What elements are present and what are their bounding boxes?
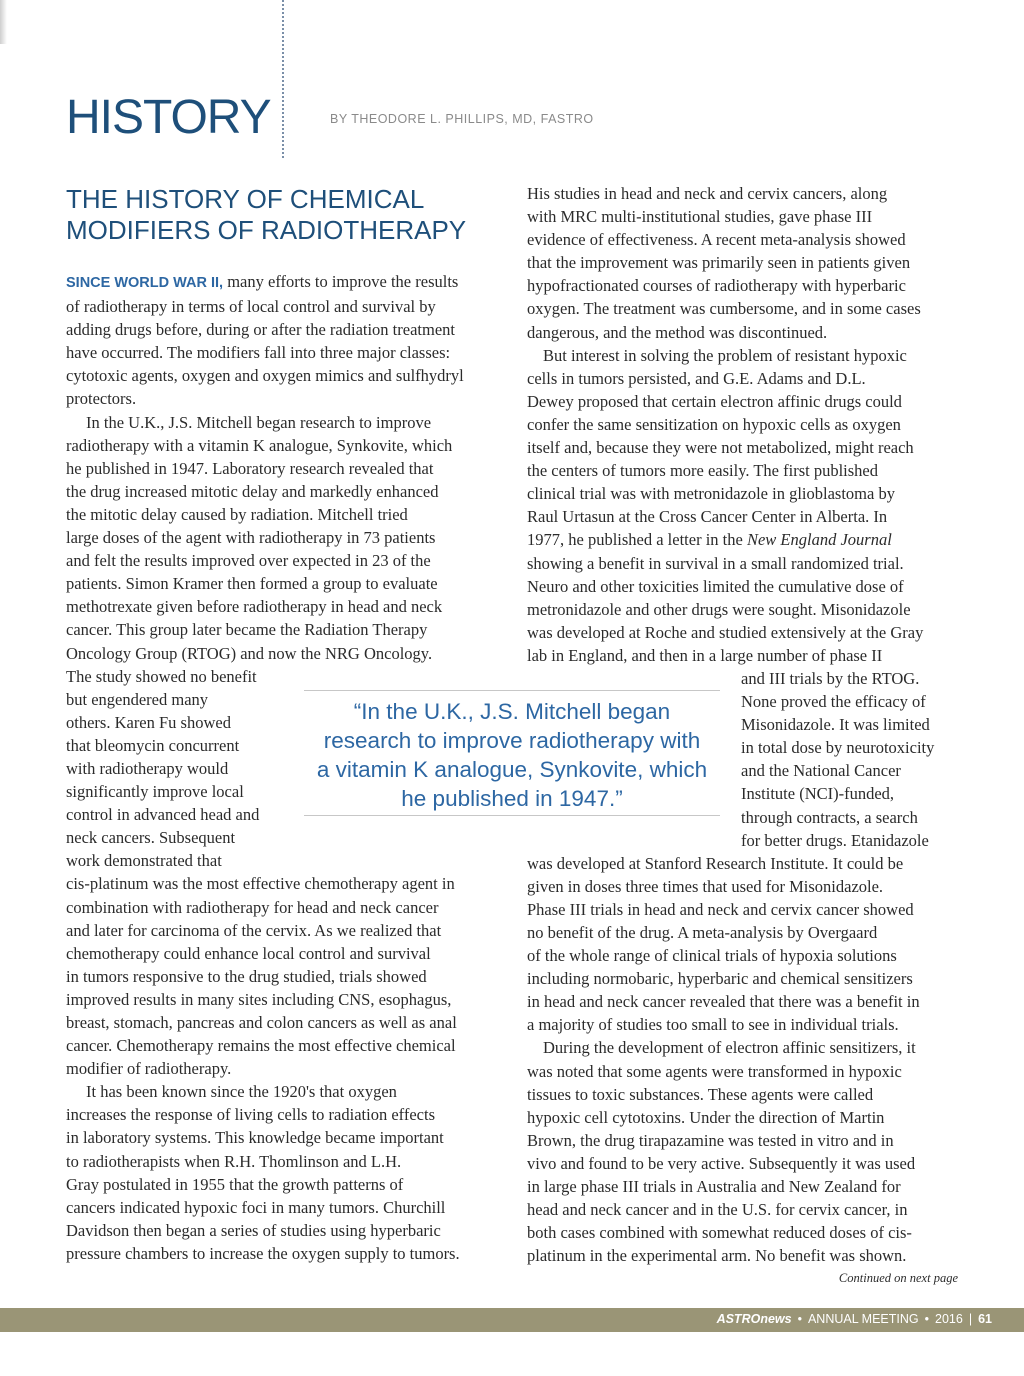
- footer-bullet: •: [924, 1312, 930, 1326]
- text-line: pressure chambers to increase the oxygen supply to tumors.: [66, 1243, 460, 1263]
- text-line: cancer. Chemotherapy remains the most effective chemical: [66, 1036, 456, 1056]
- footer-band: [0, 1308, 1024, 1332]
- text-line: In the U.K., J.S. Mitchell began research to improve: [86, 412, 432, 432]
- text-line: breast, stomach, pancreas and colon cancers as well as anal: [66, 1013, 457, 1032]
- pull-quote-line: a vitamin K analogue, Synkovite, which: [316, 757, 708, 782]
- text-line: Dewey proposed that certain electron affinic drugs could: [527, 391, 902, 411]
- text-line: His studies in head and neck and cervix cancers, along: [527, 184, 888, 203]
- text-line: the drug increased mitotic delay and markedly enhanced: [66, 481, 439, 501]
- text-line: and felt the results improved over expected in 23 of the: [66, 551, 431, 571]
- text-line: with radiotherapy would: [66, 758, 229, 778]
- text-line: of the whole range of clinical trials of hypoxia solutions: [527, 946, 897, 966]
- text-line: in total dose by neurotoxicity: [741, 738, 935, 758]
- text-line: increases the response of living cells to radiation effects: [66, 1105, 435, 1125]
- text-line: was developed at Roche and studied extensively at the Gray: [527, 622, 924, 642]
- text-line: given in doses three times that used for Misonidazole.: [527, 876, 884, 896]
- lead-in: SINCE WORLD WAR II,: [66, 275, 224, 291]
- continued-note: Continued on next page: [838, 1271, 958, 1285]
- page-number: 61: [978, 1312, 992, 1326]
- text-line: with MRC multi-institutional studies, gave phase III: [527, 207, 873, 227]
- article-title: [66, 184, 506, 246]
- section-title: HISTORY: [66, 91, 271, 144]
- text-line: vivo and found to be very active. Subsequently it was used: [527, 1153, 916, 1173]
- text-line: During the development of electron affinic sensitizers, it: [543, 1038, 916, 1058]
- text-line: in head and neck cancer revealed that there was a benefit in: [527, 992, 920, 1012]
- page-edge-shadow: [0, 0, 7, 44]
- paragraph: [527, 182, 959, 344]
- text-line: head and neck cancer and in the U.S. for cervix cancer, in: [527, 1200, 908, 1220]
- text-line: of radiotherapy in terms of local control and survival by: [66, 297, 436, 317]
- text-line: have occurred. The modifiers fall into three major classes:: [66, 343, 451, 363]
- text-line: Neuro and other toxicities limited the cumulative dose of: [527, 576, 904, 596]
- text-line: that the improvement was primarily seen in patients given: [527, 253, 911, 273]
- text-line: including normobaric, hyperbaric and chemical sensitizers: [527, 969, 913, 989]
- text-line: Institute (NCI)-funded,: [741, 784, 895, 804]
- text-line: confer the same sensitization on hypoxic cells as oxygen: [527, 414, 901, 434]
- paragraph: [66, 1080, 498, 1265]
- text-line: Misonidazole. It was limited: [741, 715, 930, 735]
- text-line: no benefit of the drug. A meta-analysis by Overgaard: [527, 923, 878, 942]
- text-line: and the National Cancer: [741, 761, 901, 781]
- text-line: The study showed no benefit: [66, 666, 257, 686]
- pull-quote-line: “In the U.K., J.S. Mitchell began: [353, 699, 671, 724]
- text-line: tissues to toxic substances. These agents were called: [527, 1084, 874, 1104]
- text-line: hypoxic cell cytotoxins. Under the direction of Martin: [527, 1107, 885, 1127]
- publication-name: ASTROnews: [716, 1312, 792, 1326]
- text-line: oxygen. The treatment was cumbersome, and in some cases: [527, 299, 921, 319]
- pull-quote-line: he published in 1947.”: [401, 786, 623, 811]
- text-line: None proved the efficacy of: [741, 692, 926, 712]
- text-line: control in advanced head and: [66, 805, 260, 825]
- text-line: significantly improve local: [66, 782, 244, 802]
- text-line: a majority of studies too small to see in individual trials.: [527, 1015, 899, 1035]
- journal-title: New England Journal: [746, 530, 892, 550]
- text-line: through contracts, a search: [741, 807, 918, 827]
- text-line: for better drugs. Etanidazole: [741, 830, 929, 850]
- text-line: Davidson then began a series of studies using hyperbaric: [66, 1220, 441, 1240]
- article-title-line: MODIFIERS OF RADIOTHERAPY: [66, 215, 467, 245]
- text-line: cytotoxic agents, oxygen and oxygen mimics and sulfhydryl: [66, 366, 464, 386]
- text-line: platinum in the experimental arm. No benefit was shown.: [527, 1246, 907, 1266]
- text-line: improved results in many sites including CNS, esophagus,: [66, 989, 452, 1009]
- text-line: But interest in solving the problem of resistant hypoxic: [543, 345, 907, 365]
- text-line: work demonstrated that: [66, 851, 222, 871]
- text-line: adding drugs before, during or after the radiation treatment: [66, 320, 455, 340]
- pull-quote: [304, 690, 720, 816]
- text-line: metronidazole and other drugs were sought. Misonidazole: [527, 599, 911, 619]
- issue-year: 2016: [935, 1312, 963, 1326]
- text-line: Gray postulated in 1955 that the growth patterns of: [66, 1174, 404, 1194]
- text-line: Raul Urtasun at the Cross Cancer Center in Alberta. In: [527, 507, 888, 527]
- text-line: lab in England, and then in a large number of phase II: [527, 645, 883, 665]
- text-line: many efforts to improve the results: [223, 272, 459, 291]
- text-line: large doses of the agent with radiotherapy in 73 patients: [66, 528, 436, 548]
- text-line: the centers of tumors more easily. The first published: [527, 461, 878, 481]
- footer-text: [717, 1312, 992, 1326]
- text-line: the mitotic delay caused by radiation. Mitchell tried: [66, 504, 408, 524]
- text-line: and later for carcinoma of the cervix. As we realized that: [66, 920, 442, 940]
- text-line: 1977, he published a letter in the: [527, 530, 747, 550]
- text-line: modifier of radiotherapy.: [66, 1059, 232, 1079]
- text-line: dangerous, and the method was discontinued.: [527, 322, 828, 342]
- text-line: to radiotherapists when R.H. Thomlinson and L.H.: [66, 1151, 402, 1171]
- text-line: showing a benefit in survival in a small randomized trial.: [527, 553, 904, 573]
- text-line: cells in tumors persisted, and G.E. Adams and D.L.: [527, 368, 866, 388]
- text-line: but engendered many: [66, 689, 209, 709]
- text-line: itself and, because they were not metabolized, might reach: [527, 438, 914, 458]
- text-line: chemotherapy could enhance local control and survival: [66, 943, 431, 963]
- text-line: and III trials by the RTOG.: [741, 668, 920, 688]
- text-line: both cases combined with somewhat reduced doses of cis-: [527, 1223, 912, 1243]
- pull-quote-line: research to improve radiotherapy with: [323, 728, 701, 753]
- text-line: evidence of effectiveness. A recent meta-analysis showed: [527, 230, 906, 250]
- text-line: was noted that some agents were transformed in hypoxic: [527, 1061, 902, 1081]
- text-line: he published in 1947. Laboratory research revealed that: [66, 458, 434, 478]
- text-line: Phase III trials in head and neck and cervix cancer showed: [527, 899, 914, 919]
- dotted-divider: [282, 0, 284, 158]
- byline: BY THEODORE L. PHILLIPS, MD, FASTRO: [330, 112, 594, 126]
- text-line: others. Karen Fu showed: [66, 712, 231, 732]
- text-line: that bleomycin concurrent: [66, 735, 240, 755]
- text-line: patients. Simon Kramer then formed a group to evaluate: [66, 574, 438, 594]
- text-line: Brown, the drug tirapazamine was tested in vitro and in: [527, 1130, 894, 1150]
- text-line: methotrexate given before radiotherapy in head and neck: [66, 597, 443, 617]
- text-line: Oncology Group (RTOG) and now the NRG Oncology.: [66, 643, 433, 663]
- paragraph: [66, 270, 498, 411]
- text-line: neck cancers. Subsequent: [66, 828, 236, 848]
- footer-separator: |: [968, 1312, 973, 1326]
- text-line: hypofractionated courses of radiotherapy with hyperbaric: [527, 276, 906, 296]
- footer-bullet: •: [797, 1312, 802, 1326]
- text-line: in tumors responsive to the drug studied, trials showed: [66, 966, 427, 986]
- text-line: in large phase III trials in Australia and New Zealand for: [527, 1177, 901, 1197]
- text-line: radiotherapy with a vitamin K analogue, Synkovite, which: [66, 435, 453, 455]
- text-line: protectors.: [66, 389, 137, 409]
- issue-name: ANNUAL MEETING: [807, 1312, 919, 1326]
- text-line: It has been known since the 1920's that oxygen: [86, 1082, 397, 1102]
- text-line: clinical trial was with metronidazole in glioblastoma by: [527, 484, 895, 504]
- article-title-line: THE HISTORY OF CHEMICAL: [66, 184, 425, 214]
- paragraph: [527, 1036, 959, 1267]
- text-line: was developed at Stanford Research Institute. It could be: [527, 853, 904, 873]
- text-line: cis-platinum was the most effective chemotherapy agent in: [66, 874, 455, 894]
- text-line: combination with radiotherapy for head and neck cancer: [66, 897, 439, 917]
- text-line: cancer. This group later became the Radiation Therapy: [66, 620, 428, 640]
- text-line: cancers indicated hypoxic foci in many tumors. Churchill: [66, 1197, 446, 1217]
- text-line: in laboratory systems. This knowledge became important: [66, 1128, 444, 1148]
